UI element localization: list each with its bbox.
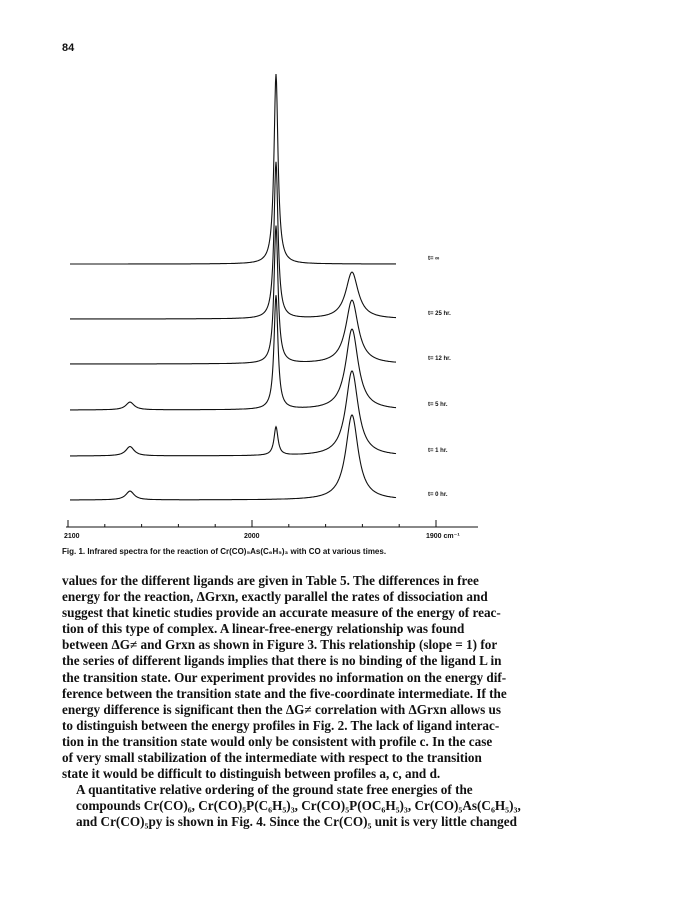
time-label: t= 5 hr. [428,402,448,408]
spectrum-trace [70,415,396,500]
text-line: A quantitative relative ordering of the ground state free energies of the [76,782,473,798]
text-line: energy for the reaction, ΔGrxn, exactly parallel the rates of dissociation and [62,589,488,605]
spectrum-traces [70,74,396,500]
time-label: t= 25 hr. [428,311,451,317]
spectrum-trace [70,162,396,319]
text-line: the series of different ligands implies that there is no binding of the ligand L in [62,653,502,669]
text-line: to distinguish between the energy profiles in Fig. 2. The lack of ligand interac- [62,717,500,733]
body-text [62,573,628,831]
time-label: t= ∞ [428,256,440,262]
text-line: compounds Cr(CO)₆, Cr(CO)₅P(C₆H₅)₃, Cr(CO)₅P(OC₆H₅)₃, Cr(CO)₅As(C₆H₅)₃, [76,798,521,814]
figure-caption: Fig. 1. Infrared spectra for the reaction of Cr(CO)₅As(C₆H₅)₃ with CO at various times. [62,547,387,556]
tick-label: 2000 [244,533,260,540]
text-line: values for the different ligands are given in Table 5. The differences in free [62,573,479,588]
page-number: 84 [62,42,75,54]
text-line: the transition state. Our experiment provides no information on the energy dif- [62,669,507,685]
time-label: t= 12 hr. [428,356,451,362]
text-line: suggest that kinetic studies provide an accurate measure of the energy of reac- [62,605,501,621]
paragraph-1 [62,573,628,782]
spectrum-trace [70,226,396,364]
text-line: and Cr(CO)₅py is shown in Fig. 4. Since the Cr(CO)₅ unit is very little changed [76,814,517,830]
time-labels [428,256,451,498]
text-line: between ΔG≠ and Grxn as shown in Figure 3. This relationship (slope = 1) for [62,637,498,653]
text-line: tion in the transition state would only be consistent with profile c. In the case [62,733,493,749]
tick-label: 2100 [64,533,80,540]
axis-ticks [64,520,460,540]
spectrum-trace [70,74,396,264]
text-line: state it would be difficult to distinguish between profiles a, c, and d. [62,766,441,782]
text-line: tion of this type of complex. A linear-free-energy relationship was found [62,621,465,637]
text-line: ference between the transition state and the five-coordinate intermediate. If the [62,685,507,701]
tick-label: 1900 cm⁻¹ [426,533,460,540]
paragraph-2 [62,782,628,830]
text-line: of very small stabilization of the intermediate with respect to the transition [62,750,482,766]
time-label: t= 0 hr. [428,492,448,498]
time-label: t= 1 hr. [428,448,448,454]
text-line: energy difference is significant then the ΔG≠ correlation with ΔGrxn allows us [62,701,502,717]
